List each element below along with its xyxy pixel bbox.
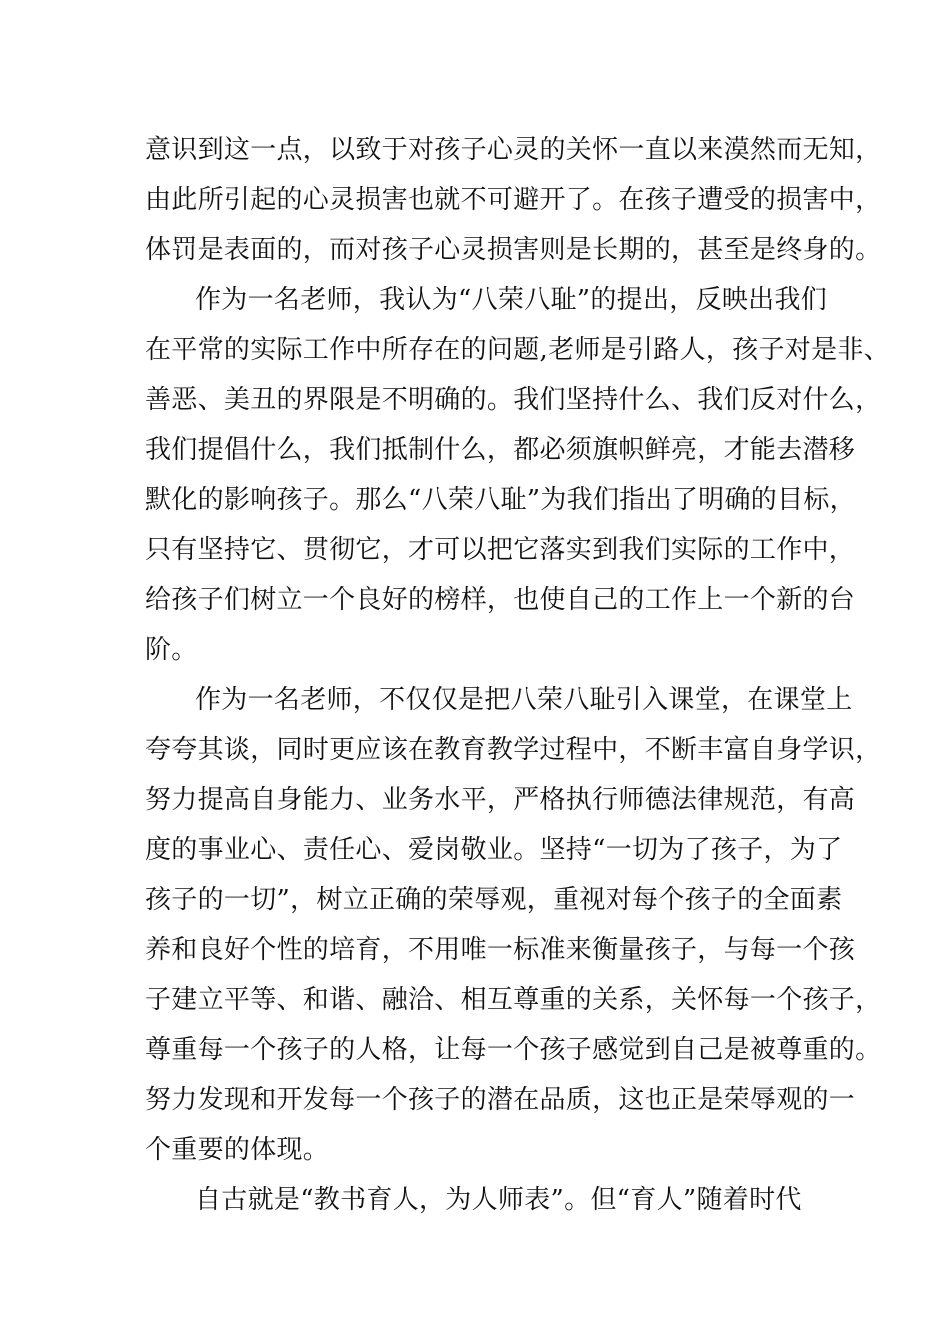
text-line: 在平常的实际工作中所存在的问题,老师是引路人，孩子对是非、 xyxy=(145,335,890,365)
text-line: 默化的影响孩子。那么“八荣八耻”为我们指出了明确的目标， xyxy=(145,485,856,515)
text-line: 度的事业心、责任心、爱岗敬业。坚持“一切为了孩子，为了 xyxy=(145,835,843,865)
text-line: 体罚是表面的，而对孩子心灵损害则是长期的，甚至是终身的。 xyxy=(145,235,882,265)
text-line: 个重要的体现。 xyxy=(145,1135,330,1165)
text-line: 孩子的一切”，树立正确的荣辱观，重视对每个孩子的全面素 xyxy=(145,885,843,915)
text-line: 尊重每一个孩子的人格，让每一个孩子感觉到自己是被尊重的。 xyxy=(145,1035,882,1065)
text-line: 只有坚持它、贯彻它，才可以把它落实到我们实际的工作中， xyxy=(145,535,856,565)
text-line: 我们提倡什么，我们抵制什么，都必须旗帜鲜亮，才能去潜移 xyxy=(145,435,856,465)
text-line: 作为一名老师，我认为“八荣八耻”的提出，反映出我们 xyxy=(195,285,828,315)
text-line: 自古就是“教书育人，为人师表”。但“育人”随着时代 xyxy=(195,1185,802,1215)
text-line: 夸夸其谈，同时更应该在教育教学过程中，不断丰富自身学识， xyxy=(145,735,882,765)
text-line: 养和良好个性的培育，不用唯一标准来衡量孩子，与每一个孩 xyxy=(145,935,856,965)
text-line: 作为一名老师，不仅仅是把八荣八耻引入课堂，在课堂上 xyxy=(195,685,853,715)
text-line: 子建立平等、和谐、融洽、相互尊重的关系，关怀每一个孩子， xyxy=(145,985,882,1015)
text-line: 善恶、美丑的界限是不明确的。我们坚持什么、我们反对什么， xyxy=(145,385,882,415)
text-line: 阶。 xyxy=(145,635,198,665)
text-line: 由此所引起的心灵损害也就不可避开了。在孩子遭受的损害中， xyxy=(145,185,882,215)
text-line: 意识到这一点，以致于对孩子心灵的关怀一直以来漠然而无知， xyxy=(145,135,882,165)
text-line: 给孩子们树立一个良好的榜样，也使自己的工作上一个新的台 xyxy=(145,585,856,615)
text-line: 努力提高自身能力、业务水平，严格执行师德法律规范，有高 xyxy=(145,785,856,815)
text-line: 努力发现和开发每一个孩子的潜在品质，这也正是荣辱观的一 xyxy=(145,1085,856,1115)
